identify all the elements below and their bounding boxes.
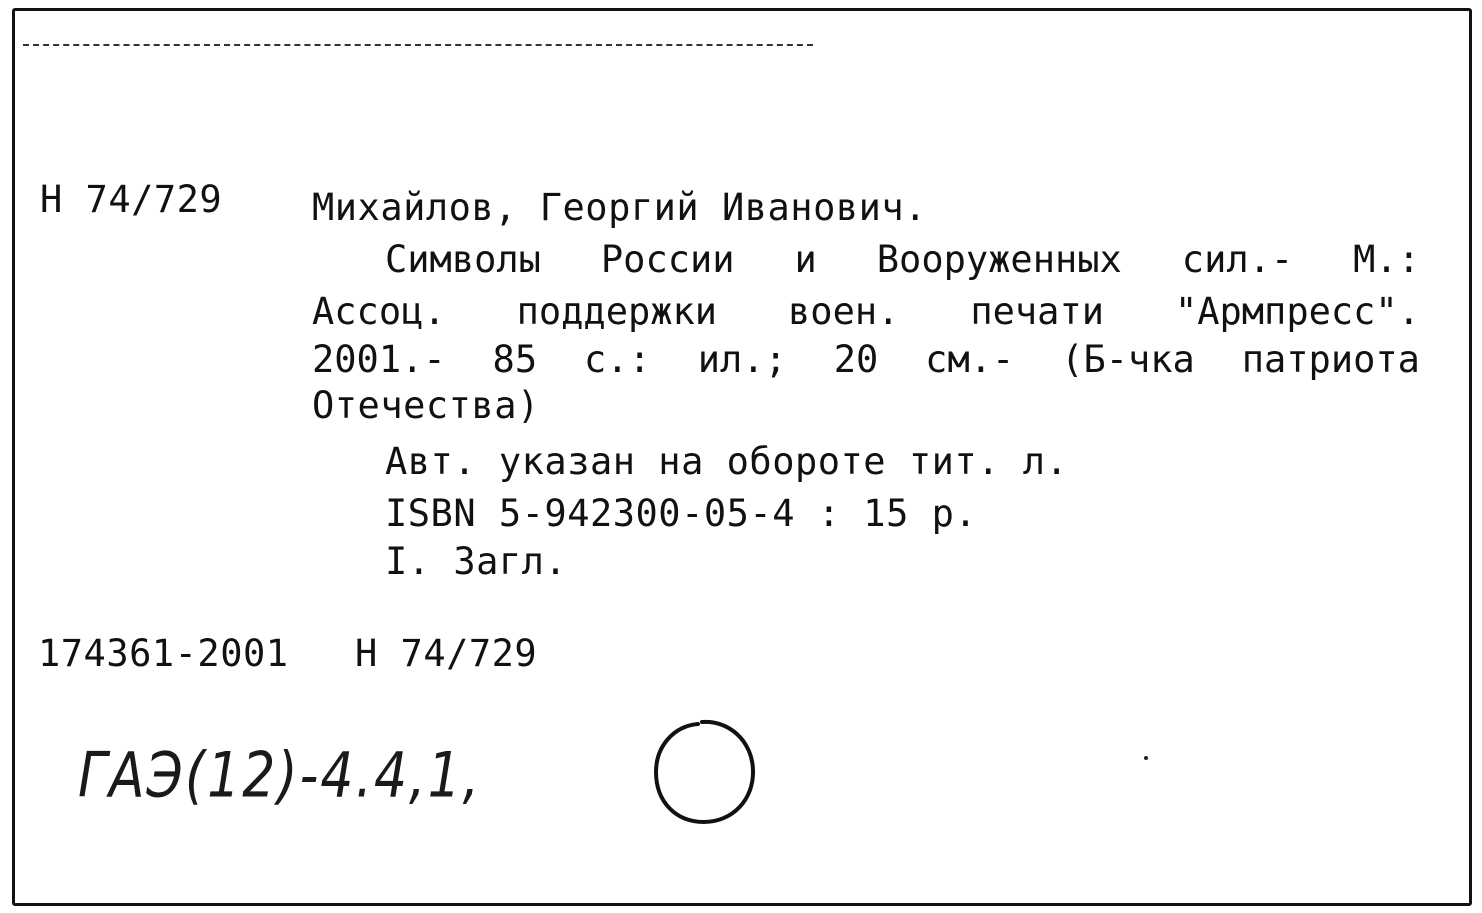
physical-word: патриота xyxy=(1241,338,1420,381)
physical-word: см.- xyxy=(925,338,1015,381)
publisher-word: воен. xyxy=(788,290,900,333)
physical-description-line xyxy=(312,338,1420,382)
physical-word: 20 xyxy=(833,338,879,381)
footer-call-number: Н 74/729 xyxy=(355,632,538,675)
physical-word: ил.; xyxy=(697,338,787,381)
title-word: России xyxy=(600,238,735,281)
publisher-word: печати xyxy=(970,290,1104,333)
title-word: сил.- xyxy=(1181,238,1294,281)
author-note: Авт. указан на обороте тит. л. xyxy=(385,440,1069,483)
publisher-word: Ассоц. xyxy=(312,290,446,333)
added-entry: I. Загл. xyxy=(385,540,568,583)
title-word: М.: xyxy=(1353,238,1420,281)
physical-word: (Б-чка xyxy=(1061,338,1195,381)
call-number: Н 74/729 xyxy=(40,178,223,221)
title-word: Вооруженных xyxy=(876,238,1122,281)
title-word: и xyxy=(794,238,817,281)
author-heading: Михайлов, Георгий Иванович. xyxy=(312,186,927,229)
title-word: Символы xyxy=(385,238,541,281)
series-end: Отечества) xyxy=(312,384,540,427)
publisher-line xyxy=(312,290,1420,334)
handwritten-classification: ГАЭ(12)-4.4,1, xyxy=(78,740,482,812)
publisher-word: "Армпресс". xyxy=(1174,290,1420,333)
publisher-word: поддержки xyxy=(516,290,718,333)
title-line xyxy=(385,238,1420,282)
top-dashed-rule xyxy=(23,44,813,46)
physical-word: 2001.- xyxy=(312,338,446,381)
hand-drawn-circle xyxy=(640,712,765,832)
physical-word: с.: xyxy=(584,338,651,381)
physical-word: 85 xyxy=(492,338,538,381)
stray-mark xyxy=(1144,756,1148,760)
isbn-price: ISBN 5-942300-05-4 : 15 р. xyxy=(385,492,978,535)
inventory-number: 174361-2001 xyxy=(38,632,289,675)
